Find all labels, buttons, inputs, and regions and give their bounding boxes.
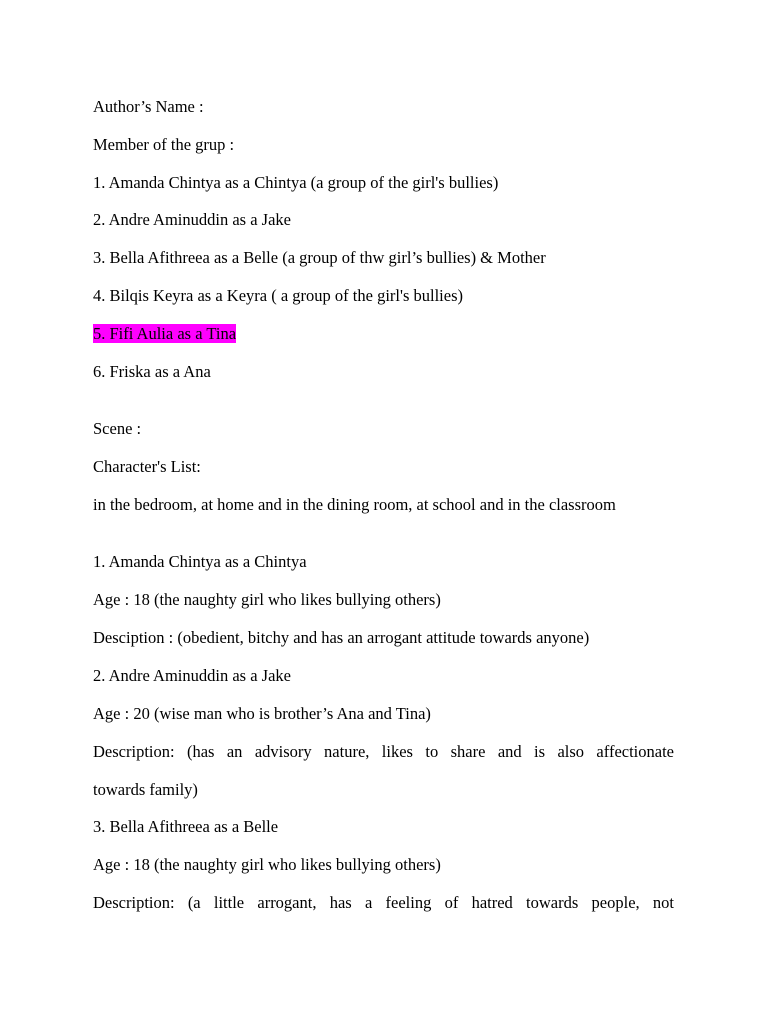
character-1-description: Desciption : (obedient, bitchy and has an arrogant attitude towards anyone) xyxy=(93,628,590,647)
character-3-description-line-1: Description: (a little arrogant, has a feeling of hatred towards people, not xyxy=(93,893,674,912)
member-item-4: 4. Bilqis Keyra as a Keyra ( a group of the girl's bullies) xyxy=(93,286,464,305)
authors-name-label: Author’s Name : xyxy=(93,97,204,116)
character-2-title: 2. Andre Aminuddin as a Jake xyxy=(93,666,291,685)
scene-heading: Scene : xyxy=(93,419,142,438)
member-item-1: 1. Amanda Chintya as a Chintya (a group of the girl's bullies) xyxy=(93,173,499,192)
character-2-description-line-1: Description: (has an advisory nature, likes to share and is also affectionate xyxy=(93,742,674,761)
character-2-age: Age : 20 (wise man who is brother’s Ana and Tina) xyxy=(93,704,431,723)
character-3-title: 3. Bella Afithreea as a Belle xyxy=(93,817,279,836)
character-1-age: Age : 18 (the naughty girl who likes bullying others) xyxy=(93,590,441,609)
member-item-6: 6. Friska as a Ana xyxy=(93,362,211,381)
highlighted-text: 5. Fifi Aulia as a Tina xyxy=(93,324,237,343)
character-3-age: Age : 18 (the naughty girl who likes bullying others) xyxy=(93,855,441,874)
character-2-description-line-2: towards family) xyxy=(93,780,198,799)
members-heading: Member of the grup : xyxy=(93,135,235,154)
scene-description: in the bedroom, at home and in the dining room, at school and in the classroom xyxy=(93,495,616,514)
character-1-title: 1. Amanda Chintya as a Chintya xyxy=(93,552,307,571)
characters-heading: Character's List: xyxy=(93,457,201,476)
member-item-3: 3. Bella Afithreea as a Belle (a group of thw girl’s bullies) & Mother xyxy=(93,248,546,267)
member-item-2: 2. Andre Aminuddin as a Jake xyxy=(93,210,291,229)
member-item-5-highlighted xyxy=(93,324,236,344)
